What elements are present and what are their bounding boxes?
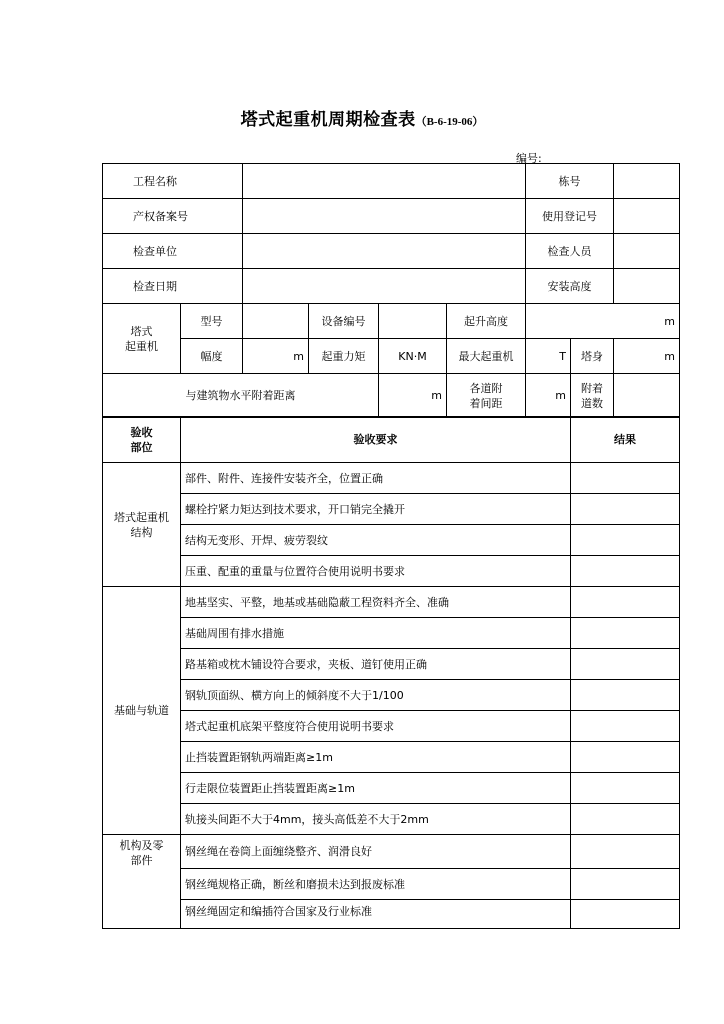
lift-moment-field[interactable]: KN·M: [379, 339, 447, 374]
result-field[interactable]: [571, 869, 680, 900]
project-name-field[interactable]: [243, 164, 526, 199]
equip-no-field[interactable]: [379, 304, 447, 339]
inspect-date-label: 检查日期: [103, 269, 243, 304]
check-item: 轨接头间距不大于4mm，接头高低差不大于2mm: [181, 804, 571, 835]
lift-moment-label: 起重力矩: [309, 339, 379, 374]
inspector-field[interactable]: [614, 234, 680, 269]
check-item: 地基坚实、平整，地基或基础隐蔽工程资料齐全、准确: [181, 587, 571, 618]
result-field[interactable]: [571, 835, 680, 869]
crane-label-line1: 塔式: [130, 324, 153, 338]
form-code: （B-6-19-06）: [415, 116, 484, 128]
check-item: 结构无变形、开焊、疲劳裂纹: [181, 525, 571, 556]
check-item: 钢丝绳在卷筒上面缠绕整齐、润滑良好: [181, 835, 571, 869]
result-field[interactable]: [571, 587, 680, 618]
group-structure-line2: 结构: [130, 525, 153, 539]
model-label: 型号: [181, 304, 243, 339]
serial-number-label: 编号:: [516, 152, 542, 165]
check-item: 部件、附件、连接件安装齐全，位置正确: [181, 463, 571, 494]
max-lift-label: 最大起重机: [447, 339, 526, 374]
use-reg-label: 使用登记号: [526, 199, 614, 234]
check-item: 塔式起重机底架平整度符合使用说明书要求: [181, 711, 571, 742]
check-item: 螺栓拧紧力矩达到技术要求，开口销完全撬开: [181, 494, 571, 525]
inspect-unit-label: 检查单位: [103, 234, 243, 269]
lift-height-field[interactable]: m: [526, 304, 680, 339]
col-part-line1: 验收: [130, 425, 153, 439]
check-item: 路基箱或枕木铺设符合要求，夹板、道钉使用正确: [181, 649, 571, 680]
crane-label-line2: 起重机: [125, 339, 158, 353]
building-no-field[interactable]: [614, 164, 680, 199]
install-height-field[interactable]: [614, 269, 680, 304]
result-field[interactable]: [571, 680, 680, 711]
group-structure-line1: 塔式起重机: [114, 510, 169, 524]
result-field[interactable]: [571, 618, 680, 649]
tower-label: 塔身: [571, 339, 614, 374]
result-field[interactable]: [571, 804, 680, 835]
tower-field[interactable]: m: [614, 339, 680, 374]
check-item: 行走限位装置距止挡装置距离≥1m: [181, 773, 571, 804]
inspect-date-field[interactable]: [243, 269, 526, 304]
model-field[interactable]: [243, 304, 309, 339]
info-table: [102, 163, 680, 418]
check-item: 钢丝绳固定和编插符合国家及行业标准: [181, 900, 571, 929]
check-item: 钢轨顶面纵、横方向上的倾斜度不大于1/100: [181, 680, 571, 711]
attach-count-line1: 附着: [581, 381, 603, 395]
attach-count-label: [571, 374, 614, 418]
crane-label: [103, 304, 181, 374]
max-lift-field[interactable]: T: [526, 339, 571, 374]
attach-spacing-line2: 着间距: [469, 396, 503, 410]
horizontal-dist-label: 与建筑物水平附着距离: [103, 374, 379, 418]
result-field[interactable]: [571, 900, 680, 929]
check-item: 钢丝绳规格正确，断丝和磨损未达到报废标准: [181, 869, 571, 900]
attach-spacing-line1: 各道附: [469, 381, 503, 395]
col-part-header: [103, 417, 181, 463]
result-field[interactable]: [571, 742, 680, 773]
col-result-header: 结果: [571, 417, 680, 463]
check-item: 止挡装置距钢轨两端距离≥1m: [181, 742, 571, 773]
horizontal-dist-field[interactable]: m: [379, 374, 447, 418]
group-structure: [103, 463, 181, 587]
check-item: 压重、配重的重量与位置符合使用说明书要求: [181, 556, 571, 587]
attach-count-line2: 道数: [581, 396, 603, 410]
attach-count-field[interactable]: [614, 374, 680, 418]
result-field[interactable]: [571, 494, 680, 525]
check-table: [102, 416, 680, 929]
result-field[interactable]: [571, 649, 680, 680]
lift-height-label: 起升高度: [447, 304, 526, 339]
property-reg-field[interactable]: [243, 199, 526, 234]
result-field[interactable]: [571, 711, 680, 742]
attach-spacing-label: [447, 374, 526, 418]
group-foundation: 基础与轨道: [103, 587, 181, 835]
col-part-line2: 部位: [130, 440, 153, 454]
install-height-label: 安装高度: [526, 269, 614, 304]
result-field[interactable]: [571, 525, 680, 556]
result-field[interactable]: [571, 773, 680, 804]
use-reg-field[interactable]: [614, 199, 680, 234]
amplitude-field[interactable]: m: [243, 339, 309, 374]
project-name-label: 工程名称: [103, 164, 243, 199]
property-reg-label: 产权备案号: [103, 199, 243, 234]
attach-spacing-field[interactable]: m: [526, 374, 571, 418]
col-req-header: 验收要求: [181, 417, 571, 463]
result-field[interactable]: [571, 556, 680, 587]
group-mechanism: [103, 835, 181, 929]
title-text: 塔式起重机周期检查表: [240, 110, 416, 130]
group-mechanism-line1: 机构及零: [119, 839, 164, 852]
inspector-label: 检查人员: [526, 234, 614, 269]
amplitude-label: 幅度: [181, 339, 243, 374]
form-title: [0, 105, 724, 130]
building-no-label: 栋号: [526, 164, 614, 199]
group-mechanism-line2: 部件: [130, 854, 153, 867]
check-item: 基础周围有排水措施: [181, 618, 571, 649]
result-field[interactable]: [571, 463, 680, 494]
inspect-unit-field[interactable]: [243, 234, 526, 269]
equip-no-label: 设备编号: [309, 304, 379, 339]
